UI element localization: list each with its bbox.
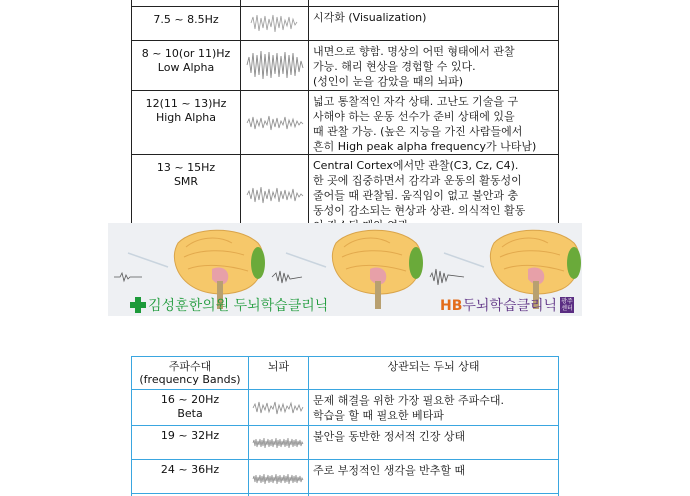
description-cell: 문제 해결을 위한 가장 필요한 주파수대. 학습을 할 때 필요한 베타파 — [309, 390, 559, 426]
description-cell: 시각화 (Visualization) — [309, 7, 559, 41]
eeg-wave-icon — [249, 426, 309, 459]
frequency-cell: 12(11 ~ 13)Hz High Alpha — [132, 91, 241, 155]
green-cross-icon — [130, 297, 146, 313]
frequency-cell: 7.5 ~ 8.5Hz — [132, 7, 241, 41]
frequency-cell: 13 ~ 15Hz SMR — [132, 155, 241, 236]
waveform-cell — [249, 390, 309, 426]
description-cell: 넓고 통찰적인 자각 상태. 고난도 기술을 구 사해야 하는 운동 선수가 준비 상태에 있을 때 관찰 가능. (높은 지능을 가진 사람들에서 흔히 High peak alpha frequency가 나타남) — [309, 91, 559, 155]
frequency-cell: 8 ~ 10(or 11)Hz Low Alpha — [132, 41, 241, 91]
description-cell: 불안을 동반한 정서적 긴장 상태 — [309, 426, 559, 460]
table-row — [132, 426, 559, 460]
brand-name-right: HB두뇌학습클리닉 광주 센터 — [440, 298, 573, 314]
brand-name-left: 김성훈한의원 두뇌학습클리닉 — [130, 295, 328, 315]
waveform-cell — [241, 91, 309, 155]
eeg-wave-icon — [241, 91, 309, 153]
table-row — [132, 7, 559, 41]
region-tag: 광주 센터 — [561, 298, 573, 312]
header-brainwave: 뇌파 — [249, 357, 309, 390]
frequency-cell: 24 ~ 36Hz — [132, 460, 249, 494]
table-header-row — [132, 357, 559, 390]
frequency-cell: 16 ~ 20Hz Beta — [132, 390, 249, 426]
eeg-wave-icon — [241, 7, 309, 40]
frequency-band-table-bottom — [131, 356, 559, 496]
table-row — [132, 460, 559, 494]
description-cell: 내면으로 향함. 명상의 어떤 형태에서 관찰 가능. 해리 현상을 경험할 수 있다. (성인이 눈을 감았을 때의 뇌파) — [309, 41, 559, 91]
table-row — [132, 91, 559, 155]
brand-mark: HB — [440, 298, 463, 314]
eeg-wave-icon — [241, 41, 309, 90]
waveform-cell — [249, 460, 309, 494]
waveform-cell — [241, 41, 309, 91]
table-row — [132, 41, 559, 91]
description-cell: Central Cortex에서만 관찰(C3, Cz, C4). 한 곳에 집중하면서 감각과 운동의 활동성이 줄어들 때 관찰됨. 움직임이 없고 불안과 충 동성이 감소되는 현상과 상관. 의식적인 활동 — [309, 155, 559, 236]
table-row — [132, 390, 559, 426]
description-cell: 주로 부정적인 생각을 반추할 때 — [309, 460, 559, 494]
waveform-cell — [249, 426, 309, 460]
clinic-banner — [108, 223, 582, 316]
header-brain-state: 상관되는 두뇌 상태 — [309, 357, 559, 390]
header-frequency-bands: 주파수대 (frequency Bands) — [132, 357, 249, 390]
eeg-wave-icon — [249, 390, 309, 425]
frequency-cell: 19 ~ 32Hz — [132, 426, 249, 460]
frequency-band-table-top — [131, 0, 559, 236]
eeg-wave-icon — [249, 460, 309, 493]
waveform-cell — [241, 7, 309, 41]
